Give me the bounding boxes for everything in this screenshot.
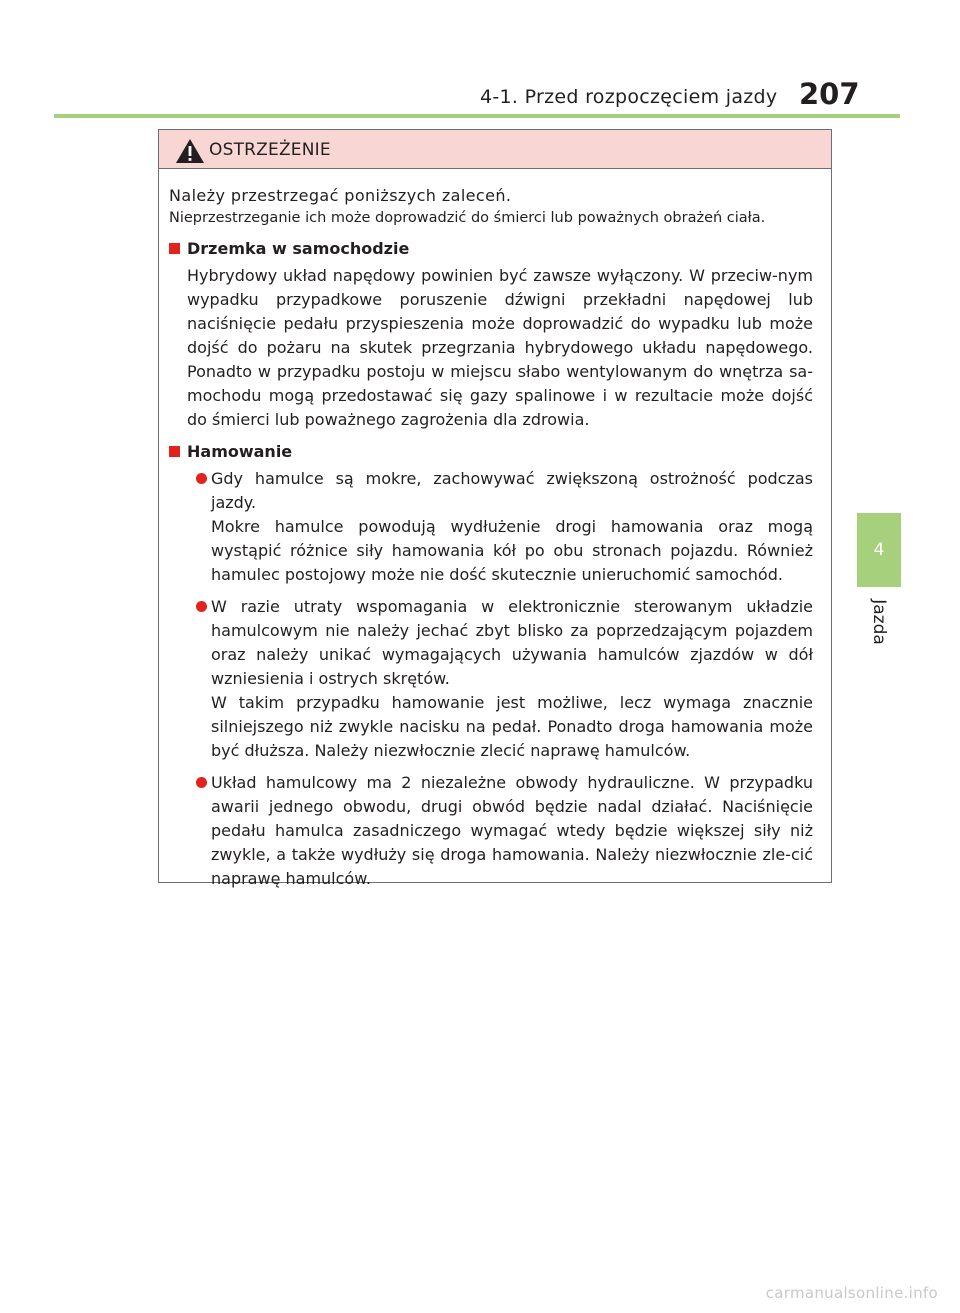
warning-header [159,130,831,169]
chapter-label: Jazda [869,599,889,645]
bullet-text: Gdy hamulce są mokre, zachowywać zwiększoną ostrożność podczas jazdy. [211,469,813,512]
red-square-icon [169,243,180,254]
red-bullet-icon [196,777,207,788]
bullet-text: Układ hamulcowy ma 2 niezależne obwody hydrauliczne. W przypadku awarii jednego obwodu, drugi obwód będzie nadal działać. Naciśnięcie pedału hamulca zasadniczego wymagać wtedy będzie większej siły niż zwykle, a także wydłuży się droga hamowania. Należy niezwłocznie zle-cić naprawę hamulców. [211,773,813,888]
section-title: 4-1. Przed rozpoczęciem jazdy [480,86,778,108]
section-heading [169,440,813,464]
bullet-item [169,595,813,763]
bullet-text: W razie utraty wspomagania w elektronicznie sterowanym układzie hamulcowym nie należy jechać zbyt blisko za poprzedzającym pojazdem oraz należy unikać wymagających używania hamulców zjazdów w dół wzniesienia i ostrych skrętów. [211,597,813,688]
page-number: 207 [799,77,860,111]
red-bullet-icon [196,601,207,612]
warning-triangle-icon [175,138,205,164]
section-heading-text: Drzemka w samochodzie [187,239,410,258]
red-bullet-icon [196,473,207,484]
warning-intro: Należy przestrzegać poniższych zaleceń. [169,186,512,205]
section-heading [169,237,813,261]
bullet-text: W takim przypadku hamowanie jest możliwe, lecz wymaga znacznie silniejszego niż zwykle nacisku na pedał. Ponadto droga hamowania może być dłuższa. Należy niezwłocznie zlecić naprawę hamulców. [211,693,813,760]
warning-consequence: Nieprzestrzeganie ich może doprowadzić do śmierci lub poważnych obrażeń ciała. [169,210,766,226]
section-paragraph: Hybrydowy układ napędowy powinien być zawsze wyłączony. W przeciw-nym wypadku przypadkowe poruszenie dźwigni przekładni napędowej lub naciśnięcie pedału przyspieszenia może doprowadzić do wypadku lub może dojść do pożaru na skutek przegrzania hybrydowego układu napędowego. Ponadto w przypadku postoju w miejscu słabo wentylowanym do wnętrza sa-mochodu mogą przedostawać się gazy spalinowe i w rezultacie może dojść do śmierci lub poważnego zagrożenia dla zdrowia. [187,266,813,429]
header-rule [54,114,900,118]
red-square-icon [169,446,180,457]
bullet-text: Mokre hamulce powodują wydłużenie drogi hamowania oraz mogą wystąpić różnice siły hamowania kół po obu stronach pojazdu. Również hamulec postojowy może nie dość skutecznie unieruchomić samochód. [211,517,813,584]
warning-box [158,129,832,888]
section-hamowanie [169,440,813,891]
bullet-item [169,467,813,587]
section-drzemka [169,237,813,432]
warning-body [159,169,831,891]
bullet-item [169,771,813,891]
watermark: carmanualsonline.info [765,1284,938,1302]
warning-title: OSTRZEŻENIE [209,140,331,160]
chapter-tab: 4 [857,513,901,587]
section-heading-text: Hamowanie [187,442,293,461]
